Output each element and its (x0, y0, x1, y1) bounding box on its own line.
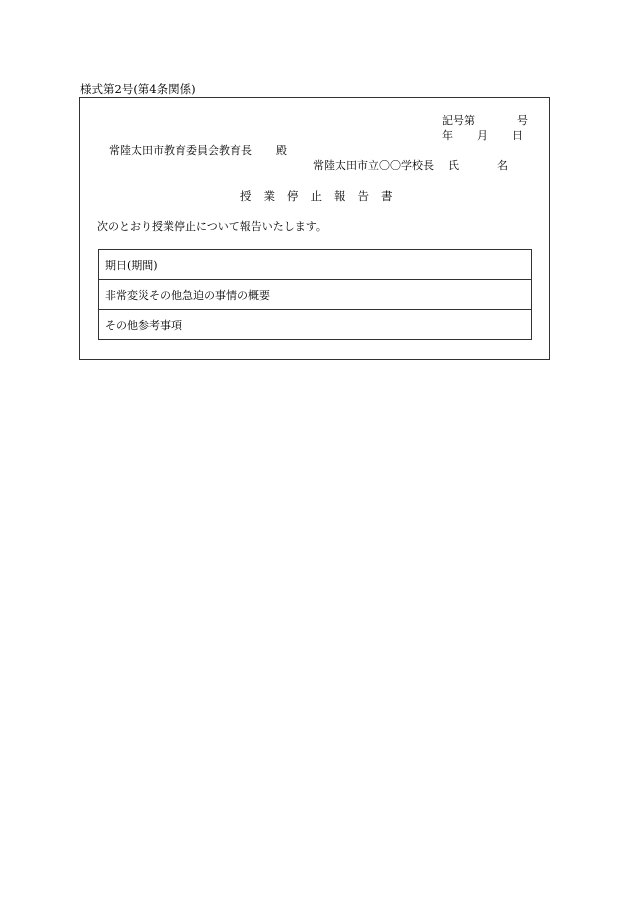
title-char: 書 (381, 189, 393, 203)
report-frame (79, 97, 550, 360)
row-label-period: 期日(期間) (99, 250, 532, 280)
date-day: 日 (512, 129, 523, 142)
addressee-honorific: 殿 (276, 144, 287, 157)
title-char: 授 (240, 189, 252, 203)
sender-name-label-2: 名 (497, 159, 508, 172)
table-row (99, 310, 532, 340)
title-char: 報 (334, 189, 346, 203)
title-char: 告 (357, 189, 369, 203)
title-char: 業 (263, 189, 275, 203)
sender (313, 159, 508, 172)
sender-org: 常陸太田市立〇〇学校長 (313, 159, 434, 172)
row-label-summary: 非常変災その他急迫の事情の概要 (99, 280, 532, 310)
addressee (109, 144, 287, 157)
record-number-line (442, 114, 528, 127)
table-row (99, 280, 532, 310)
record-number-label: 記号第 (442, 114, 475, 127)
form-label: 様式第2号(第4条関係) (80, 82, 196, 96)
title-char: 止 (310, 189, 322, 203)
date-year: 年 (442, 129, 453, 142)
row-label-other: その他参考事項 (99, 310, 532, 340)
document-title (240, 190, 393, 203)
sender-name-label-1: 氏 (448, 159, 459, 172)
title-char: 停 (287, 189, 299, 203)
date-line (442, 129, 523, 142)
table-row (99, 250, 532, 280)
intro-text: 次のとおり授業停止について報告いたします。 (97, 220, 327, 233)
record-number-suffix: 号 (517, 114, 528, 127)
report-table (98, 249, 532, 340)
addressee-name: 常陸太田市教育委員会教育長 (109, 144, 252, 157)
date-month: 月 (477, 129, 488, 142)
